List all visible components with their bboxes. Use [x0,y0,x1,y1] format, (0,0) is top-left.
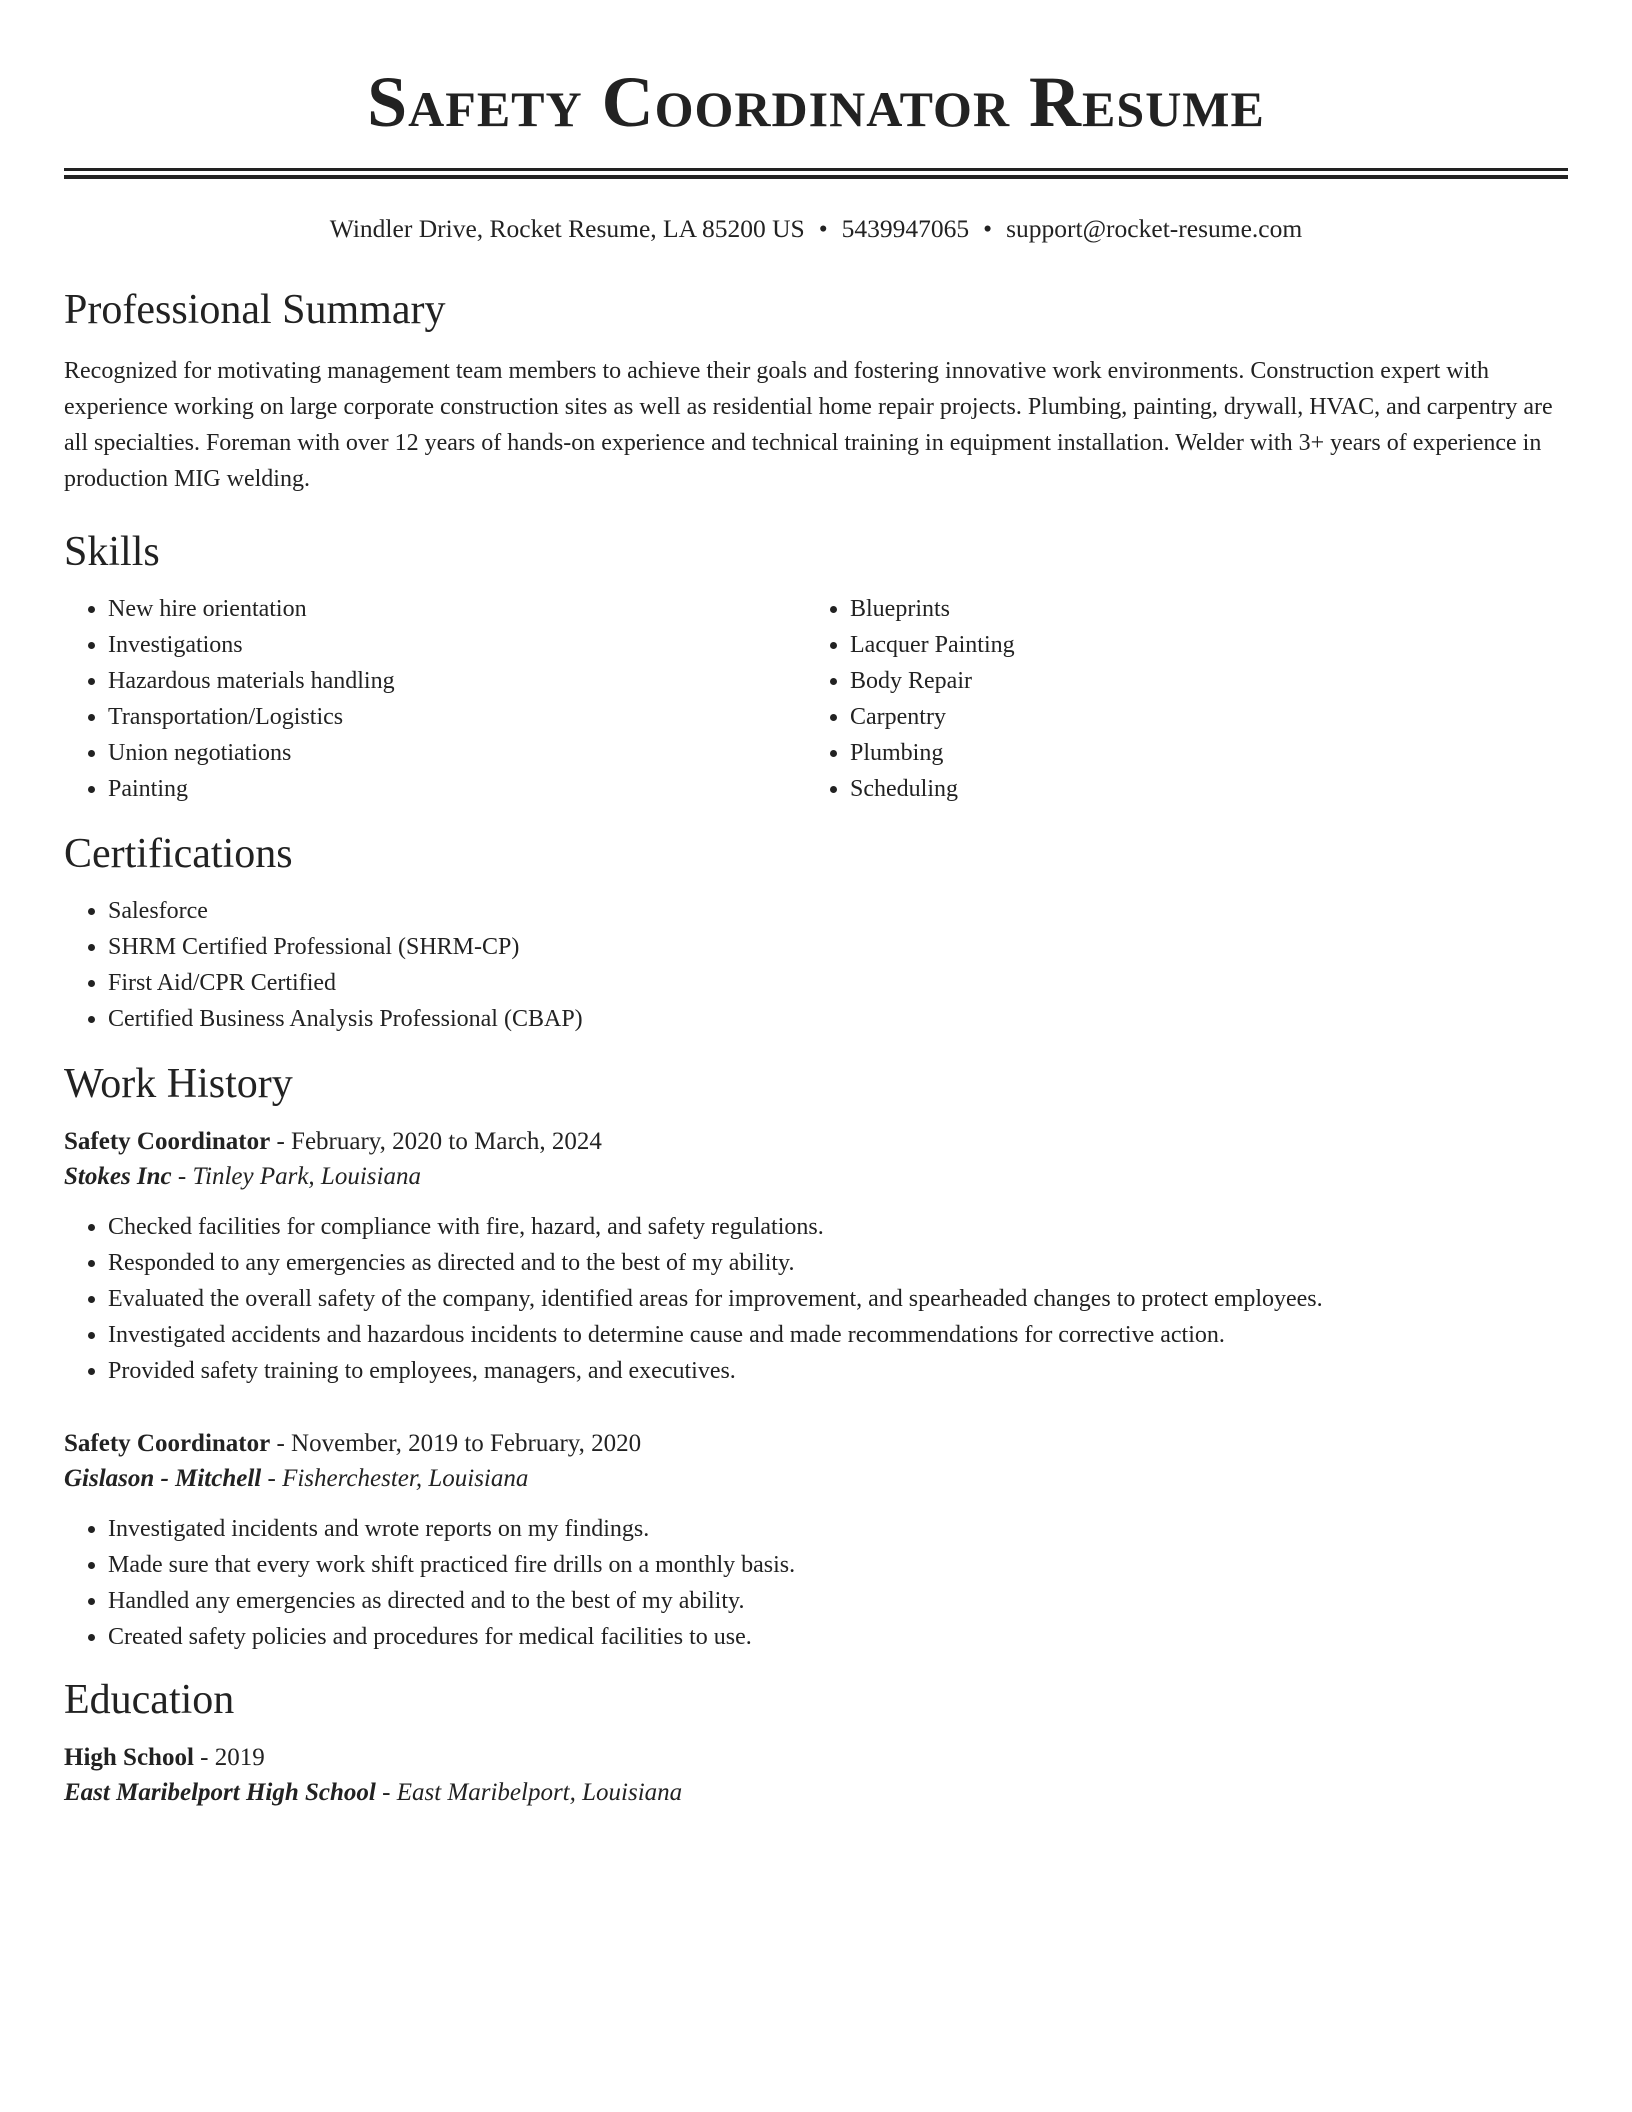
job-bullets [64,1209,1568,1389]
work-history-heading: Work History [64,1061,293,1107]
job-bullet: • Investigated accidents and hazardous incidents to determine cause and made recommendations for corrective action. [108,1317,1568,1353]
education-header [64,1741,1568,1775]
work-history-section [64,1059,1568,1655]
certification-item: • First Aid/CPR Certified [108,965,1568,1001]
job-dates: - November, 2019 to February, 2020 [270,1430,642,1457]
skills-section [64,527,1568,807]
job-employer-line [64,1159,1568,1195]
job-company: Stokes Inc [64,1163,172,1190]
certifications-section [64,829,1568,1037]
skill-item: • Transportation/Logistics [108,699,806,735]
skill-item: • Investigations [108,627,806,663]
education-heading: Education [64,1677,235,1723]
job-dates: - February, 2020 to March, 2024 [270,1128,602,1155]
summary-section [64,285,1568,497]
skill-item: • New hire orientation [108,591,806,627]
education-school-line [64,1775,1568,1811]
job-bullet: • Made sure that every work shift practiced fire drills on a monthly basis. [108,1547,1568,1583]
job-bullet: • Handled any emergencies as directed and to the best of my ability. [108,1583,1568,1619]
contact-address: Windler Drive, Rocket Resume, LA 85200 US [329,214,805,243]
skill-item: • Lacquer Painting [850,627,1548,663]
certification-item: • Certified Business Analysis Professional (CBAP) [108,1001,1568,1037]
job-bullet: • Provided safety training to employees, managers, and executives. [108,1353,1568,1389]
skill-item: • Body Repair [850,663,1548,699]
education-location: - East Maribelport, Louisiana [375,1779,683,1806]
education-entry [64,1741,1568,1811]
skills-column-left [64,591,806,807]
job-entry [64,1427,1568,1655]
certifications-list [64,893,1568,1037]
contact-phone: 5439947065 [841,214,970,243]
skill-item: • Blueprints [850,591,1548,627]
certifications-heading: Certifications [64,831,293,877]
job-bullet: • Created safety policies and procedures for medical facilities to use. [108,1619,1568,1655]
certification-item: • Salesforce [108,893,1568,929]
job-bullet: • Evaluated the overall safety of the company, identified areas for improvement, and spearheaded changes to protect employees. [108,1281,1568,1317]
skill-item: • Union negotiations [108,735,806,771]
resume-title: Safety Coordinator Resume [367,62,1265,142]
job-role: Safety Coordinator [64,1128,271,1155]
skills-column-right [806,591,1548,807]
education-section [64,1675,1568,1811]
contact-separator: • [818,214,828,243]
skills-heading: Skills [64,529,160,575]
summary-text: Recognized for motivating management team members to achieve their goals and fostering innovative work environments. Construction expert with experience working on large corporate construction sites as well as residential home repair projects. Plumbing, painting, drywall, HVAC, and carpentry are all specialties. Foreman with over 12 years of hands-on experience and technical training in equipment installation. Welder with 3+ years of experience in production MIG welding. [64,358,1553,492]
job-bullet: • Responded to any emergencies as directed and to the best of my ability. [108,1245,1568,1281]
education-year: - 2019 [193,1744,265,1771]
contact-separator: • [983,214,993,243]
job-location: - Fisherchester, Louisiana [261,1465,529,1492]
job-role: Safety Coordinator [64,1430,271,1457]
skill-item: • Scheduling [850,771,1548,807]
job-bullet: • Checked facilities for compliance with fire, hazard, and safety regulations. [108,1209,1568,1245]
job-employer-line [64,1461,1568,1497]
title-double-rule [64,168,1568,179]
contact-email: support@rocket-resume.com [1006,214,1303,243]
job-location: - Tinley Park, Louisiana [171,1163,421,1190]
skill-item: • Carpentry [850,699,1548,735]
job-header [64,1125,1568,1159]
skill-item: • Plumbing [850,735,1548,771]
education-degree: High School [64,1744,194,1771]
job-entry [64,1125,1568,1389]
skill-item: • Painting [108,771,806,807]
job-company: Gislason - Mitchell [64,1465,262,1492]
skills-grid [64,591,1568,807]
job-bullets [64,1511,1568,1655]
summary-heading: Professional Summary [64,287,446,333]
education-school: East Maribelport High School [64,1779,376,1806]
skill-item: • Hazardous materials handling [108,663,806,699]
certification-item: • SHRM Certified Professional (SHRM-CP) [108,929,1568,965]
job-header [64,1427,1568,1461]
contact-line [64,213,1568,245]
job-bullet: • Investigated incidents and wrote reports on my findings. [108,1511,1568,1547]
